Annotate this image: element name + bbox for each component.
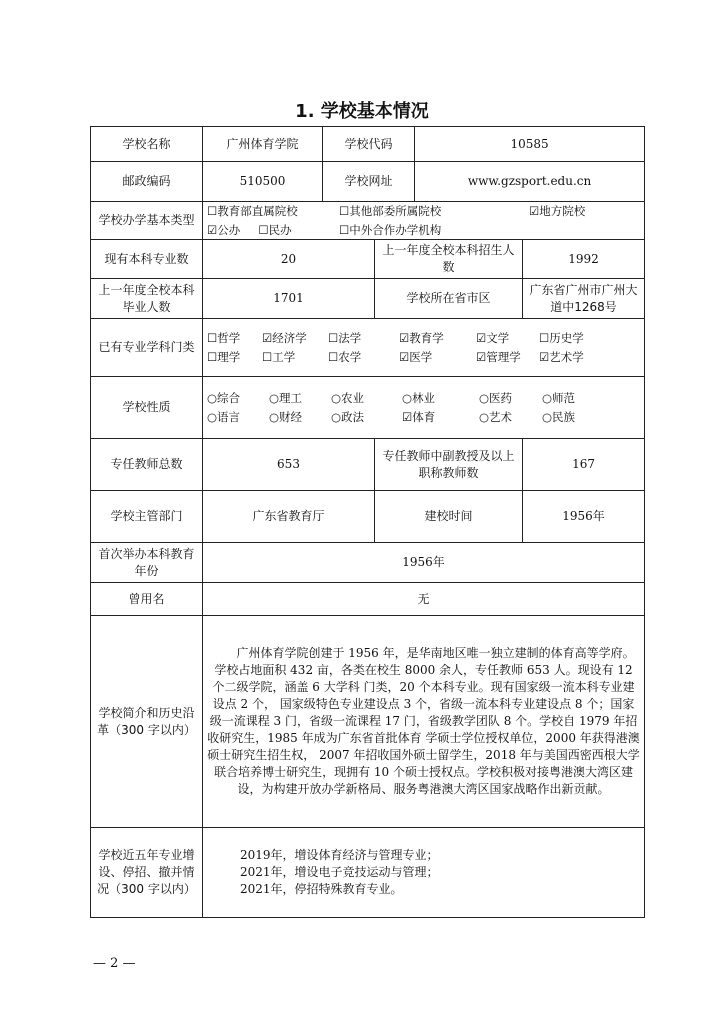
school-nature-option: ○医药 xyxy=(479,390,513,405)
total-teachers-value: 653 xyxy=(203,439,375,491)
school-name-value: 广州体育学院 xyxy=(203,127,323,162)
school-type-option: ☑地方院校 xyxy=(529,203,586,218)
disciplines-label: 已有专业学科门类 xyxy=(91,319,203,377)
school-nature-label: 学校性质 xyxy=(91,377,203,439)
change-item: 2021年，停招特殊教育专业。 xyxy=(240,882,403,896)
school-type-option: ☐其他部委所属院校 xyxy=(339,203,442,218)
school-code-label: 学校代码 xyxy=(323,127,415,162)
former-name-value: 无 xyxy=(203,583,645,616)
table-row xyxy=(91,377,645,439)
table-row xyxy=(91,162,645,202)
discipline-option: ☐哲学 xyxy=(207,330,241,345)
school-nature-option: ☑体育 xyxy=(402,409,436,424)
postcode-label: 邮政编码 xyxy=(91,162,203,202)
school-nature-option: ○林业 xyxy=(402,390,436,405)
first-undergrad-year-label: 首次举办本科教育年份 xyxy=(91,543,203,583)
table-row xyxy=(91,828,645,918)
table-row xyxy=(91,439,645,491)
school-info-table xyxy=(90,126,645,918)
school-nature-option: ○理工 xyxy=(269,390,303,405)
discipline-option: ☑管理学 xyxy=(476,349,521,364)
discipline-option: ☐农学 xyxy=(328,349,362,364)
location-value: 广东省广州市广州大道中1268号 xyxy=(523,279,645,319)
table-row xyxy=(91,491,645,543)
school-nature-option: ○农业 xyxy=(331,390,365,405)
table-row xyxy=(91,616,645,828)
senior-teachers-value: 167 xyxy=(523,439,645,491)
change-item: 2019年，增设体育经济与管理专业； xyxy=(240,848,439,862)
postcode-value: 510500 xyxy=(203,162,323,202)
discipline-option: ☑医学 xyxy=(399,349,433,364)
current-majors-value: 20 xyxy=(203,240,375,279)
discipline-option: ☑艺术学 xyxy=(539,349,584,364)
table-row xyxy=(91,240,645,279)
school-nature-option: ○财经 xyxy=(269,409,303,424)
disciplines-options xyxy=(203,319,645,377)
page-number: — 2 — xyxy=(93,956,136,971)
school-nature-option: ○综合 xyxy=(207,390,241,405)
authority-label: 学校主管部门 xyxy=(91,491,203,543)
table-row xyxy=(91,543,645,583)
table-row xyxy=(91,319,645,377)
change-item: 2021年，增设电子竞技运动与管理； xyxy=(240,865,439,879)
first-undergrad-year-value: 1956年 xyxy=(203,543,645,583)
school-nature-option: ○师范 xyxy=(542,390,576,405)
last-year-enrollment-value: 1992 xyxy=(523,240,645,279)
school-nature-option: ○艺术 xyxy=(479,409,513,424)
discipline-option: ☑经济学 xyxy=(262,330,307,345)
founded-label: 建校时间 xyxy=(375,491,523,543)
last-year-enrollment-label: 上一年度全校本科招生人数 xyxy=(375,240,523,279)
former-name-label: 曾用名 xyxy=(91,583,203,616)
school-type-option: ☐教育部直属院校 xyxy=(207,203,298,218)
school-name-label: 学校名称 xyxy=(91,127,203,162)
discipline-option: ☑教育学 xyxy=(399,330,444,345)
school-code-value: 10585 xyxy=(415,127,645,162)
current-majors-label: 现有本科专业数 xyxy=(91,240,203,279)
school-type-option: ☑公办 ☐民办 xyxy=(207,222,292,237)
last-year-graduates-label: 上一年度全校本科毕业人数 xyxy=(91,279,203,319)
total-teachers-label: 专任教师总数 xyxy=(91,439,203,491)
changes-label: 学校近五年专业增设、停招、撤并情况（300 字以内） xyxy=(91,828,203,918)
discipline-option: ☐历史学 xyxy=(539,330,584,345)
school-nature-option: ○政法 xyxy=(331,409,365,424)
school-type-option: ☐中外合作办学机构 xyxy=(339,222,442,237)
discipline-option: ☐法学 xyxy=(328,330,362,345)
website-value: www.gzsport.edu.cn xyxy=(415,162,645,202)
intro-text: 广州体育学院创建于 1956 年，是华南地区唯一独立建制的体育高等学府。学校占地面积 432 亩，各类在校生 8000 余人，专任教师 653 人。现设有 12 个二级学院，涵盖 6 大学科 门类，20 个本科专业。现有国家级一流本科专业建设点 2 个， 国家级特色专业建设点 3 个，省级一流本科专业建设点 8 个；国家级一流课程 3 门，省级一流课程 17 门，省级教学团队 8 个。学校自 1979 年招收研究生，1985 年成为广东省首批体育 学硕士学位授权单位，2000 年获得港澳硕士研究生招生权， 2007 年招收国外硕士留学生，2018 年与美国西密西根大学联合培养博士研究生，现拥有 10 个硕士授权点。学校积极对接粤港澳大湾区建设，为构建开放办学新格局、服务粤港澳大湾区国家战略作出新贡献。 xyxy=(203,616,645,828)
school-type-options xyxy=(203,202,645,240)
changes-list xyxy=(203,828,645,918)
discipline-option: ☐工学 xyxy=(262,349,296,364)
school-nature-option: ○语言 xyxy=(207,409,241,424)
senior-teachers-label: 专任教师中副教授及以上职称教师数 xyxy=(375,439,523,491)
table-row xyxy=(91,583,645,616)
school-nature-options xyxy=(203,377,645,439)
last-year-graduates-value: 1701 xyxy=(203,279,375,319)
table-row xyxy=(91,127,645,162)
table-row xyxy=(91,202,645,240)
discipline-option: ☐理学 xyxy=(207,349,241,364)
page-title: 1. 学校基本情况 xyxy=(295,101,429,122)
discipline-option: ☑文学 xyxy=(476,330,510,345)
founded-value: 1956年 xyxy=(523,491,645,543)
authority-value: 广东省教育厅 xyxy=(203,491,375,543)
table-row xyxy=(91,279,645,319)
school-type-option: ☐民办 xyxy=(258,222,292,237)
school-type-label: 学校办学基本类型 xyxy=(91,202,203,240)
location-label: 学校所在省市区 xyxy=(375,279,523,319)
school-nature-option: ○民族 xyxy=(542,409,576,424)
website-label: 学校网址 xyxy=(323,162,415,202)
intro-label: 学校简介和历史沿革（300 字以内） xyxy=(91,616,203,828)
